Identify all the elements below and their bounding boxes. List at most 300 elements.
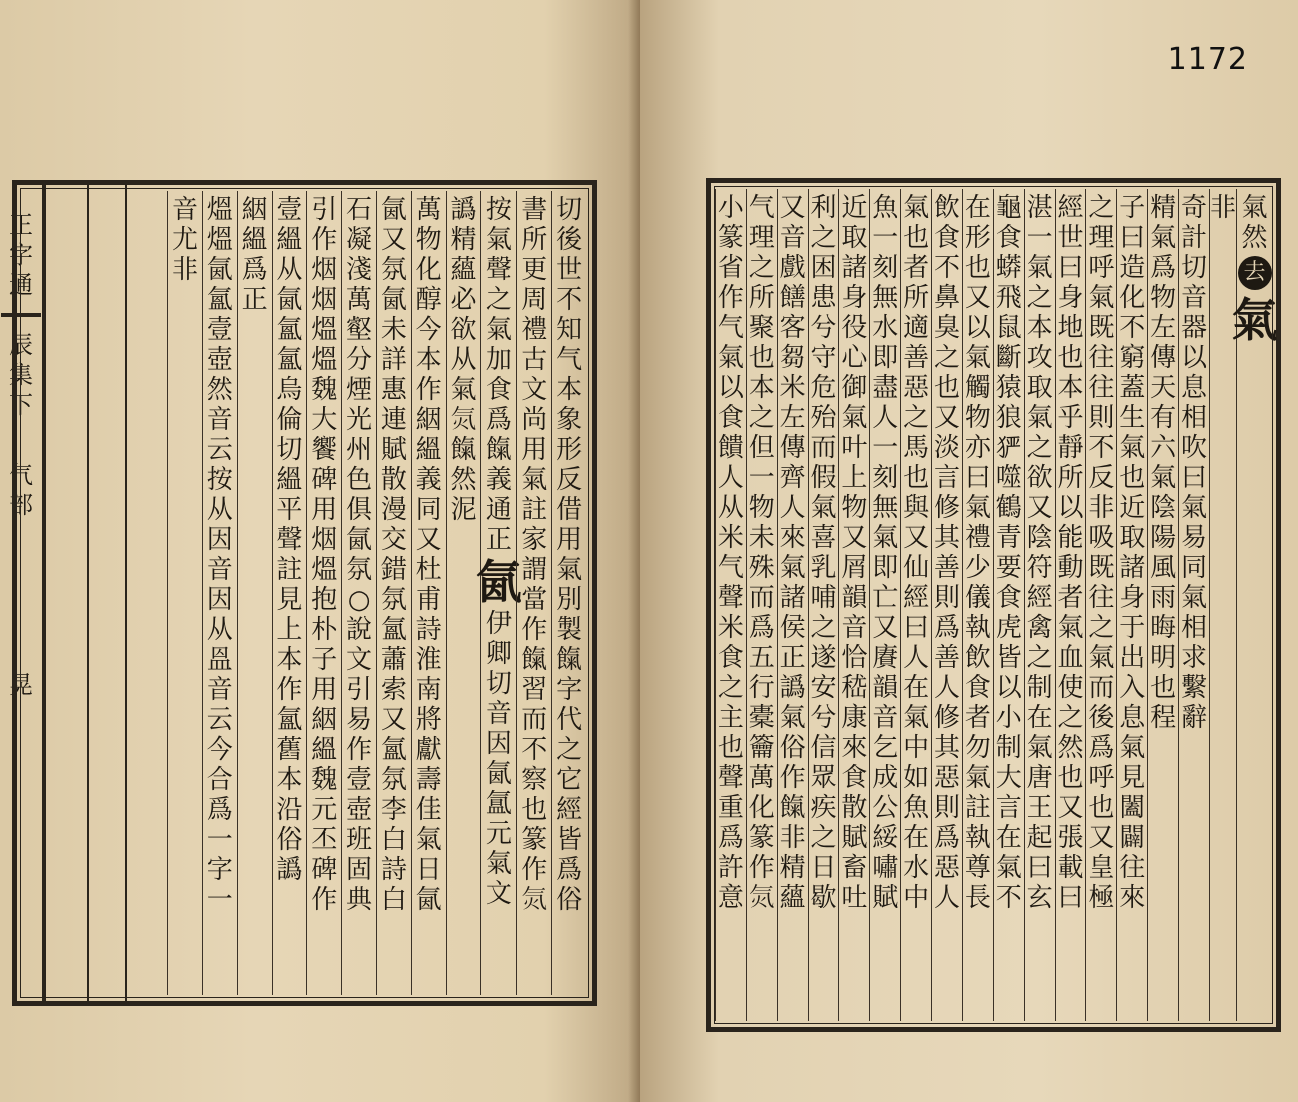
text-column bbox=[1178, 189, 1209, 1021]
text-char: 切 bbox=[485, 669, 512, 699]
text-column bbox=[1147, 189, 1178, 1021]
text-char: 作 bbox=[276, 675, 303, 705]
text-char: 爲 bbox=[241, 255, 268, 285]
text-char: 又 bbox=[779, 193, 806, 223]
text-char: 取 bbox=[1026, 373, 1053, 403]
text-char: 上 bbox=[276, 615, 303, 645]
text-char: 縕 bbox=[241, 225, 268, 255]
right-text-columns bbox=[715, 189, 1278, 1021]
text-char: 心 bbox=[841, 343, 868, 373]
text-char: 氣 bbox=[521, 465, 548, 495]
text-column bbox=[1116, 189, 1147, 1021]
text-char: 守 bbox=[810, 343, 837, 373]
text-char: 使 bbox=[1057, 673, 1084, 703]
text-column bbox=[777, 189, 808, 1021]
text-column bbox=[869, 189, 900, 1021]
text-char: 切 bbox=[276, 435, 303, 465]
text-char: 壺 bbox=[346, 795, 373, 825]
text-char: 文 bbox=[485, 879, 512, 909]
text-char: 作 bbox=[521, 855, 548, 885]
text-char: 米 bbox=[779, 373, 806, 403]
text-char: 也 bbox=[1150, 673, 1177, 703]
text-char: 則 bbox=[934, 793, 961, 823]
text-char: 典 bbox=[346, 885, 373, 915]
text-char: 元 bbox=[485, 819, 512, 849]
text-char: 狼 bbox=[995, 403, 1022, 433]
text-char: 同 bbox=[1181, 553, 1208, 583]
text-char: 諸 bbox=[841, 253, 868, 283]
text-char: 氤 bbox=[206, 255, 233, 285]
text-char: 氣 bbox=[1150, 223, 1177, 253]
text-char: 俗 bbox=[779, 733, 806, 763]
text-char: 蘊 bbox=[779, 883, 806, 913]
text-char: 而 bbox=[521, 705, 548, 735]
text-char: 魚 bbox=[872, 193, 899, 223]
text-char: 上 bbox=[841, 463, 868, 493]
text-char: 靜 bbox=[1057, 433, 1084, 463]
text-char: 大 bbox=[311, 405, 338, 435]
text-char: 後 bbox=[556, 225, 583, 255]
text-char: 烟 bbox=[311, 285, 338, 315]
text-char: 州 bbox=[346, 435, 373, 465]
text-char: 亡 bbox=[872, 583, 899, 613]
text-char: 音 bbox=[206, 555, 233, 585]
text-char: 陽 bbox=[1150, 523, 1177, 553]
text-char: 氣 bbox=[1057, 613, 1084, 643]
text-char: 御 bbox=[841, 373, 868, 403]
text-char: 合 bbox=[206, 765, 233, 795]
text-char: 必 bbox=[450, 285, 477, 315]
text-char: 氣 bbox=[450, 375, 477, 405]
text-char: 斷 bbox=[995, 343, 1022, 373]
text-char: 氳 bbox=[276, 315, 303, 345]
text-column bbox=[376, 191, 411, 995]
text-char: 相 bbox=[1181, 613, 1208, 643]
text-column bbox=[167, 191, 202, 995]
text-char: 也 bbox=[717, 733, 744, 763]
text-char: 符 bbox=[1026, 553, 1053, 583]
text-char: 音 bbox=[841, 613, 868, 643]
text-char: 按 bbox=[485, 195, 512, 225]
text-char: 意 bbox=[717, 883, 744, 913]
text-char: 制 bbox=[995, 733, 1022, 763]
text-char: 曰 bbox=[964, 463, 991, 493]
text-char: 然 bbox=[1241, 223, 1268, 253]
text-char: 今 bbox=[415, 315, 442, 345]
text-char: 一 bbox=[872, 223, 899, 253]
text-char: 本 bbox=[1057, 373, 1084, 403]
text-char: 禽 bbox=[1026, 613, 1053, 643]
text-char: 左 bbox=[1150, 313, 1177, 343]
text-char: 化 bbox=[1119, 283, 1146, 313]
text-char: 無 bbox=[872, 493, 899, 523]
text-char: 氣 bbox=[485, 315, 512, 345]
text-char: 食 bbox=[717, 643, 744, 673]
text-char: 經 bbox=[1057, 193, 1084, 223]
text-char: 象 bbox=[556, 405, 583, 435]
text-char: 食 bbox=[964, 673, 991, 703]
text-char: 信 bbox=[810, 733, 837, 763]
text-char: 能 bbox=[1057, 523, 1084, 553]
text-char: 說 bbox=[346, 615, 373, 645]
text-column bbox=[931, 189, 962, 1021]
text-char: 其 bbox=[934, 523, 961, 553]
text-char: 蓋 bbox=[1119, 373, 1146, 403]
text-char: 所 bbox=[521, 225, 548, 255]
text-char: 代 bbox=[556, 705, 583, 735]
text-char: 載 bbox=[1057, 853, 1084, 883]
text-char: 平 bbox=[276, 495, 303, 525]
text-char: 入 bbox=[1119, 673, 1146, 703]
text-char: 眾 bbox=[810, 763, 837, 793]
text-char: 也 bbox=[1057, 763, 1084, 793]
text-char: 杜 bbox=[415, 555, 442, 585]
text-char: 爲 bbox=[1088, 733, 1115, 763]
text-char: 即 bbox=[872, 343, 899, 373]
text-char: 行 bbox=[748, 673, 775, 703]
text-char: 氣 bbox=[717, 343, 744, 373]
margin-char: 辰 bbox=[9, 331, 33, 359]
text-char: 非 bbox=[1209, 193, 1236, 223]
text-char: 古 bbox=[521, 345, 548, 375]
text-char: 然 bbox=[206, 375, 233, 405]
left-text-frame bbox=[12, 180, 597, 1006]
text-char: 又 bbox=[1026, 493, 1053, 523]
text-char: 五 bbox=[748, 643, 775, 673]
text-column bbox=[900, 189, 931, 1021]
text-char: 所 bbox=[903, 283, 930, 313]
text-char: 錯 bbox=[380, 555, 407, 585]
text-char: 鼠 bbox=[995, 313, 1022, 343]
text-char: 叶 bbox=[841, 433, 868, 463]
text-char: 本 bbox=[748, 373, 775, 403]
text-char: 氣 bbox=[415, 825, 442, 855]
margin-char: 通 bbox=[9, 271, 33, 299]
text-char: 反 bbox=[556, 465, 583, 495]
text-char: 音 bbox=[485, 699, 512, 729]
text-char: 傳 bbox=[1150, 343, 1177, 373]
text-char: 與 bbox=[903, 493, 930, 523]
text-char: 作 bbox=[311, 885, 338, 915]
text-char: 息 bbox=[1119, 703, 1146, 733]
text-char: 氣 bbox=[810, 493, 837, 523]
text-char: 佳 bbox=[415, 795, 442, 825]
text-char: 水 bbox=[903, 853, 930, 883]
text-char: 張 bbox=[1057, 823, 1084, 853]
text-char: 食 bbox=[485, 375, 512, 405]
text-char: 也 bbox=[748, 343, 775, 373]
text-column bbox=[1055, 189, 1086, 1021]
text-char: 按 bbox=[206, 465, 233, 495]
text-char: 乳 bbox=[810, 553, 837, 583]
text-char: 馬 bbox=[903, 433, 930, 463]
text-char: 身 bbox=[1057, 283, 1084, 313]
text-char: 絪 bbox=[311, 705, 338, 735]
text-char: 屑 bbox=[841, 553, 868, 583]
text-char: 气 bbox=[717, 313, 744, 343]
text-char: 萬 bbox=[346, 285, 373, 315]
text-char: 𣱛 bbox=[450, 405, 477, 435]
text-char: 所 bbox=[748, 283, 775, 313]
text-char: 以 bbox=[995, 673, 1022, 703]
text-char: 同 bbox=[415, 495, 442, 525]
text-char: 易 bbox=[346, 705, 373, 735]
text-char: 然 bbox=[450, 465, 477, 495]
text-char: 義 bbox=[485, 465, 512, 495]
page-number: 1172 bbox=[1167, 42, 1248, 77]
text-char: 役 bbox=[841, 313, 868, 343]
text-char: 作 bbox=[311, 225, 338, 255]
text-char: 非 bbox=[171, 255, 198, 285]
text-char: 它 bbox=[556, 765, 583, 795]
text-char: 子 bbox=[311, 645, 338, 675]
text-char: 尊 bbox=[964, 853, 991, 883]
text-char: 醇 bbox=[415, 285, 442, 315]
text-char: 當 bbox=[521, 585, 548, 615]
text-char: 白 bbox=[380, 825, 407, 855]
text-char: 註 bbox=[276, 555, 303, 585]
text-char: 殊 bbox=[748, 553, 775, 583]
text-char: 即 bbox=[872, 553, 899, 583]
text-char: 吹 bbox=[1181, 433, 1208, 463]
text-char: 在 bbox=[903, 673, 930, 703]
text-char: 交 bbox=[380, 525, 407, 555]
text-char: 爲 bbox=[206, 795, 233, 825]
text-char: 形 bbox=[556, 435, 583, 465]
text-char: 非 bbox=[1088, 493, 1115, 523]
text-char: 尤 bbox=[171, 225, 198, 255]
text-char: 取 bbox=[841, 223, 868, 253]
text-char: 之 bbox=[903, 403, 930, 433]
text-column bbox=[516, 191, 551, 995]
margin-char: 正 bbox=[9, 211, 33, 239]
text-char: 凝 bbox=[346, 225, 373, 255]
text-char: 氣 bbox=[779, 703, 806, 733]
text-char: 習 bbox=[521, 675, 548, 705]
text-char: 散 bbox=[380, 465, 407, 495]
text-char: 音 bbox=[872, 703, 899, 733]
text-char: 求 bbox=[1181, 643, 1208, 673]
text-char: 嵇 bbox=[841, 673, 868, 703]
text-char: 縕 bbox=[311, 735, 338, 765]
text-char: 人 bbox=[934, 673, 961, 703]
text-char: 觸 bbox=[964, 373, 991, 403]
text-char: 疾 bbox=[810, 793, 837, 823]
text-char: 爲 bbox=[934, 823, 961, 853]
text-char: 皆 bbox=[995, 643, 1022, 673]
text-char: 儀 bbox=[964, 583, 991, 613]
text-char: 遂 bbox=[810, 643, 837, 673]
text-char: 𤞤 bbox=[995, 433, 1022, 463]
text-char: 元 bbox=[311, 795, 338, 825]
text-char: 曰 bbox=[1026, 853, 1053, 883]
text-char: 禮 bbox=[964, 523, 991, 553]
text-char: 人 bbox=[934, 883, 961, 913]
text-char: 鼻 bbox=[934, 283, 961, 313]
text-char: 亦 bbox=[964, 433, 991, 463]
text-char: 器 bbox=[1181, 313, 1208, 343]
text-column bbox=[746, 189, 777, 1021]
text-char: 兮 bbox=[810, 313, 837, 343]
text-char: 往 bbox=[1088, 343, 1115, 373]
text-char: 聲 bbox=[485, 255, 512, 285]
text-char: 臭 bbox=[934, 313, 961, 343]
text-char: 熅 bbox=[206, 195, 233, 225]
text-char: 詩 bbox=[380, 855, 407, 885]
text-char: 云 bbox=[206, 435, 233, 465]
text-char: 青 bbox=[995, 523, 1022, 553]
text-char: 諸 bbox=[779, 583, 806, 613]
text-column bbox=[202, 191, 237, 995]
text-char: 刻 bbox=[872, 463, 899, 493]
text-char: 作 bbox=[415, 375, 442, 405]
text-char: 窮 bbox=[1119, 343, 1146, 373]
margin-char: 下 bbox=[9, 391, 33, 419]
text-char: 作 bbox=[748, 853, 775, 883]
text-char: 不 bbox=[995, 883, 1022, 913]
text-char: 利 bbox=[810, 193, 837, 223]
text-char: 飲 bbox=[934, 193, 961, 223]
text-char: 从 bbox=[206, 495, 233, 525]
text-char: 譌 bbox=[276, 855, 303, 885]
text-char: 唐 bbox=[1026, 763, 1053, 793]
text-char: 又 bbox=[903, 523, 930, 553]
text-char: 在 bbox=[995, 823, 1022, 853]
text-char: 陰 bbox=[1026, 523, 1053, 553]
text-char: 雨 bbox=[1150, 583, 1177, 613]
text-char: 惡 bbox=[934, 853, 961, 883]
text-char: 絪 bbox=[415, 405, 442, 435]
text-char: 者 bbox=[903, 253, 930, 283]
text-char: 攻 bbox=[1026, 343, 1053, 373]
text-char: 也 bbox=[903, 223, 930, 253]
text-char: 烏 bbox=[276, 375, 303, 405]
text-char: 縕 bbox=[415, 435, 442, 465]
text-char: 氣 bbox=[841, 403, 868, 433]
text-char: 蘊 bbox=[450, 255, 477, 285]
text-char: 熅 bbox=[311, 315, 338, 345]
text-char: 魏 bbox=[311, 375, 338, 405]
text-char: 气 bbox=[556, 345, 583, 375]
column-rule bbox=[125, 185, 127, 1001]
text-column bbox=[551, 191, 586, 995]
text-char: 虎 bbox=[995, 613, 1022, 643]
text-char: 字 bbox=[206, 855, 233, 885]
text-char: 氣 bbox=[1088, 283, 1115, 313]
text-column bbox=[1085, 189, 1116, 1021]
text-char: 連 bbox=[380, 405, 407, 435]
text-char: 𥁕 bbox=[206, 645, 233, 675]
margin-char: 集 bbox=[9, 361, 33, 389]
text-char: 動 bbox=[1057, 553, 1084, 583]
text-char: 氣 bbox=[779, 553, 806, 583]
text-column bbox=[411, 191, 446, 995]
text-char: 製 bbox=[556, 615, 583, 645]
text-char: 言 bbox=[934, 463, 961, 493]
text-char: 之 bbox=[1026, 433, 1053, 463]
text-char: 以 bbox=[1181, 343, 1208, 373]
text-char: 氣 bbox=[1150, 463, 1177, 493]
text-char: 餼 bbox=[521, 645, 548, 675]
text-char: 甫 bbox=[415, 585, 442, 615]
text-char: 氣 bbox=[964, 343, 991, 373]
text-char: 長 bbox=[964, 883, 991, 913]
text-char: 芻 bbox=[779, 343, 806, 373]
text-char: 之 bbox=[1088, 613, 1115, 643]
right-text-frame bbox=[706, 178, 1281, 1032]
text-char: 也 bbox=[1088, 793, 1115, 823]
text-char: 傳 bbox=[779, 433, 806, 463]
text-char: 王 bbox=[1026, 793, 1053, 823]
text-char: 子 bbox=[1119, 193, 1146, 223]
text-char: 刻 bbox=[872, 253, 899, 283]
text-char: 丕 bbox=[311, 825, 338, 855]
text-char: 非 bbox=[779, 823, 806, 853]
text-char: 鶴 bbox=[995, 493, 1022, 523]
text-char: 作 bbox=[346, 735, 373, 765]
text-char: 玄 bbox=[1026, 883, 1053, 913]
text-char: 未 bbox=[380, 315, 407, 345]
text-char: 氣 bbox=[1026, 403, 1053, 433]
text-char: 之 bbox=[748, 253, 775, 283]
text-char: 泥 bbox=[450, 495, 477, 525]
text-char: 人 bbox=[779, 493, 806, 523]
text-char: 也 bbox=[934, 373, 961, 403]
text-char: 未 bbox=[748, 523, 775, 553]
text-char: 因 bbox=[206, 525, 233, 555]
text-char: 本 bbox=[276, 765, 303, 795]
text-char: 一 bbox=[872, 433, 899, 463]
text-char: 小 bbox=[717, 193, 744, 223]
text-char: 氤 bbox=[346, 525, 373, 555]
text-char: 氳 bbox=[380, 735, 407, 765]
text-char: 索 bbox=[380, 675, 407, 705]
text-column bbox=[237, 191, 272, 995]
text-char: 固 bbox=[346, 855, 373, 885]
text-char: 有 bbox=[1150, 403, 1177, 433]
text-char: 借 bbox=[556, 495, 583, 525]
text-char: 氤 bbox=[276, 285, 303, 315]
text-char: 身 bbox=[841, 283, 868, 313]
text-char: 往 bbox=[1119, 853, 1146, 883]
circled-tone-mark: 去 bbox=[1238, 256, 1272, 290]
text-char: 氳 bbox=[380, 615, 407, 645]
text-char: 不 bbox=[1119, 313, 1146, 343]
text-char: 李 bbox=[380, 795, 407, 825]
text-char: 修 bbox=[934, 493, 961, 523]
text-char: 謂 bbox=[521, 555, 548, 585]
text-char: 餼 bbox=[450, 435, 477, 465]
text-char: 猿 bbox=[995, 373, 1022, 403]
text-char: 氣 bbox=[1241, 193, 1268, 223]
text-char: 米 bbox=[717, 613, 744, 643]
text-char: 曰 bbox=[1181, 463, 1208, 493]
text-char: 卿 bbox=[485, 639, 512, 669]
text-char: 呼 bbox=[1088, 763, 1115, 793]
text-char: 萬 bbox=[415, 195, 442, 225]
text-char: 又 bbox=[415, 525, 442, 555]
text-char: 者 bbox=[964, 703, 991, 733]
text-char: 饍 bbox=[779, 283, 806, 313]
text-char: 物 bbox=[841, 493, 868, 523]
text-char: 作 bbox=[779, 763, 806, 793]
text-char: 之 bbox=[810, 613, 837, 643]
text-char: 曰 bbox=[1119, 223, 1146, 253]
text-char: 分 bbox=[346, 345, 373, 375]
text-char: 註 bbox=[521, 495, 548, 525]
text-char: ○ bbox=[347, 585, 371, 615]
text-char: 音 bbox=[1181, 283, 1208, 313]
